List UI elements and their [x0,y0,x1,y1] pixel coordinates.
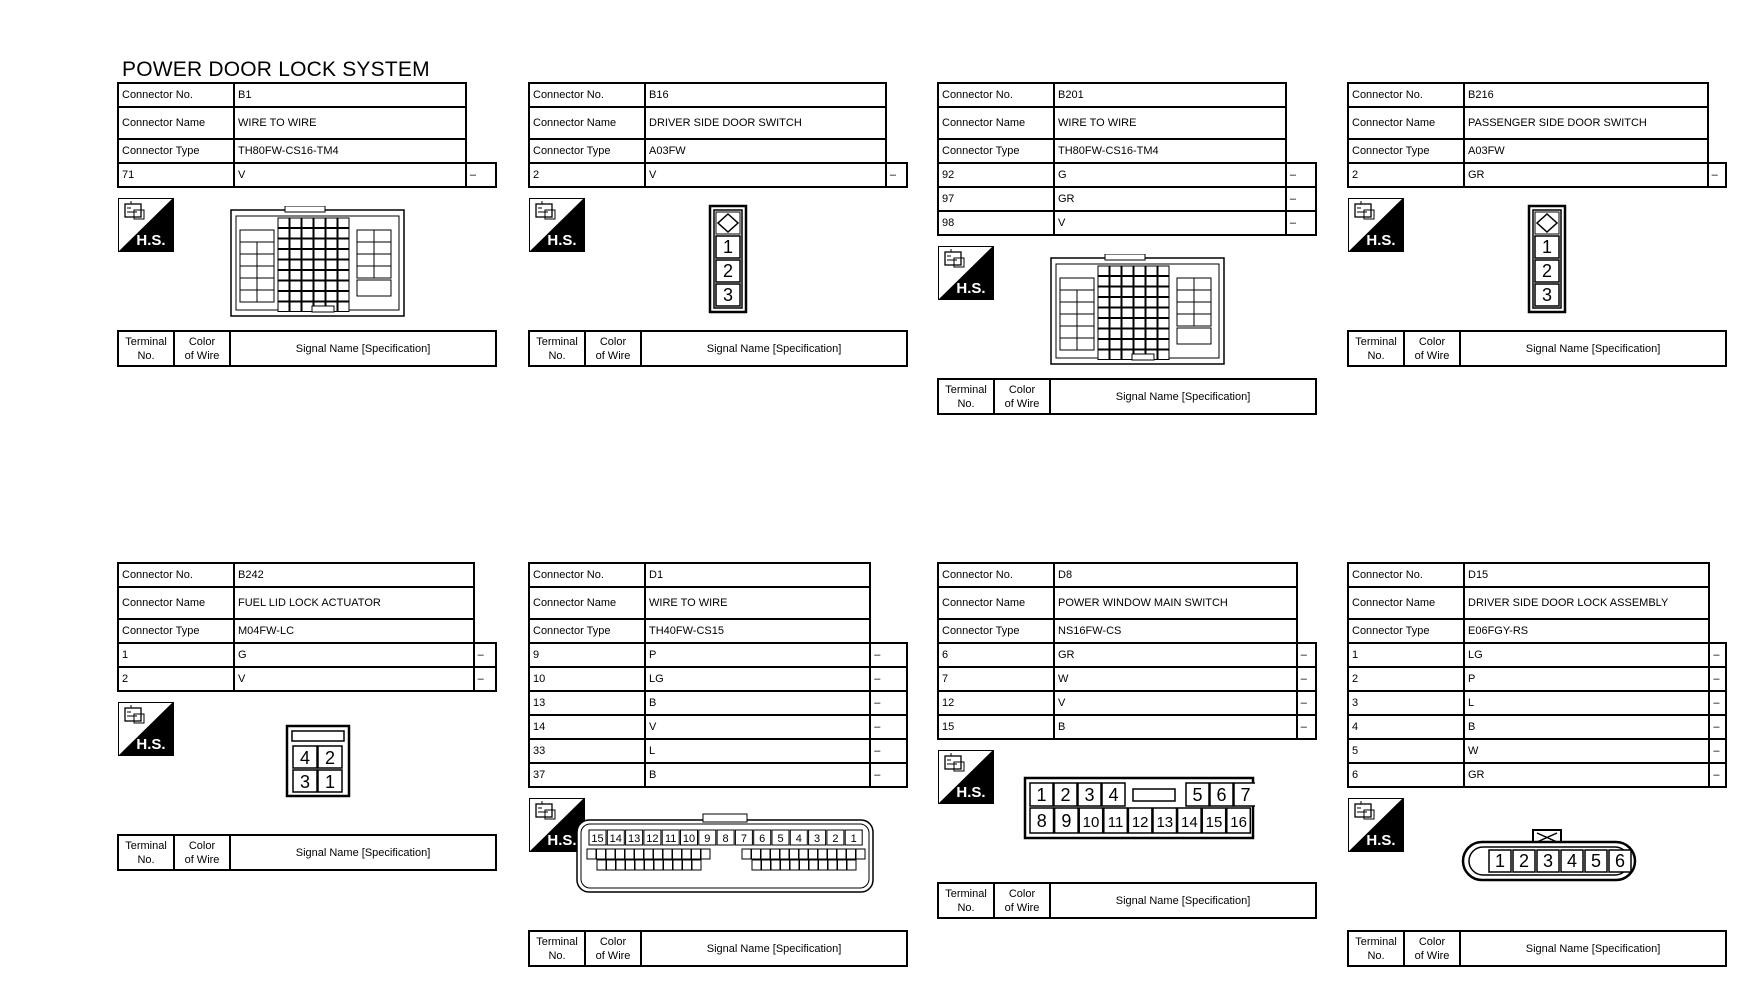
signal-name-cell: – [870,643,907,667]
color-of-wire-header: Color of Wire [585,931,641,966]
connector-no-value: D15 [1464,563,1709,587]
terminal-no-header: Terminal No. [529,331,585,366]
color-of-wire-header: Color of Wire [1404,331,1460,366]
connector-type-label: Connector Type [529,619,645,643]
connector-4pin-icon [285,724,351,798]
connector-name-value: POWER WINDOW MAIN SWITCH [1054,587,1297,619]
pin-number: 12 [1131,814,1149,831]
signal-name-cell: – [870,691,907,715]
table-row [529,691,907,715]
connector-panel-b242 [117,562,497,871]
signal-name-cell: – [1709,691,1726,715]
connector-40pin-icon [575,812,875,894]
signal-table [937,378,1317,415]
wire-color-cell: V [645,715,870,739]
hs-icon [118,198,174,252]
pin-number: 3 [722,285,734,305]
pin-number: 2 [832,833,839,845]
pin-number: 15 [1205,814,1223,831]
pin-number: 1 [850,833,857,845]
table-row [118,643,496,667]
pin-number: 4 [795,833,802,845]
connector-panel-d15 [1347,562,1727,967]
table-row [529,643,907,667]
connector-name-label: Connector Name [1348,107,1464,139]
connector-info-table [117,82,497,188]
pin-number: 1 [1494,851,1506,871]
connector-panel-d8 [937,562,1317,919]
pin-number: 5 [1192,785,1203,805]
pin-number: 7 [740,833,747,845]
svg-text:H.S.: H.S. [1366,832,1396,849]
pin-number: 14 [609,833,622,845]
pin-number: 2 [324,748,336,768]
connector-info-table [937,82,1317,236]
table-row [529,715,907,739]
connector-no-label: Connector No. [118,83,234,107]
wire-color-cell: LG [1464,643,1709,667]
wire-color-cell: W [1464,739,1709,763]
wire-color-cell: GR [1464,163,1708,187]
terminal-no-cell: 14 [529,715,645,739]
table-row [938,187,1316,211]
connector-name-label: Connector Name [118,587,234,619]
connector-type-value: NS16FW-CS [1054,619,1297,643]
pin-number: 2 [1518,851,1530,871]
signal-name-header: Signal Name [Specification] [641,931,907,966]
pin-number: 6 [1614,851,1626,871]
wire-color-cell: GR [1054,187,1286,211]
terminal-no-cell: 12 [938,691,1054,715]
svg-text:H.S.: H.S. [136,736,166,753]
pin-number: 3 [814,833,821,845]
pin-number: 4 [1108,785,1119,805]
connector-no-label: Connector No. [1348,563,1464,587]
signal-name-cell: – [886,163,907,187]
table-row [938,211,1316,235]
svg-text:H.S.: H.S. [547,832,577,849]
hs-icon [1348,198,1404,252]
connector-no-value: D1 [645,563,870,587]
terminal-no-cell: 2 [1348,163,1464,187]
pin-number: 1 [1541,237,1553,257]
pin-number: 3 [1542,851,1554,871]
signal-name-cell: – [1286,163,1316,187]
signal-name-header: Signal Name [Specification] [230,835,496,870]
terminal-no-cell: 2 [1348,667,1464,691]
connector-type-label: Connector Type [938,139,1054,163]
table-row [529,667,907,691]
terminal-no-cell: 9 [529,643,645,667]
signal-name-cell: – [1709,715,1726,739]
connector-no-label: Connector No. [938,83,1054,107]
signal-name-cell: – [474,667,496,691]
wire-color-cell: L [1464,691,1709,715]
connector-diagram [1347,188,1727,330]
table-row [938,667,1316,691]
hs-icon [118,702,174,756]
wire-color-cell: V [1054,211,1286,235]
hs-icon [938,750,994,804]
terminal-no-cell: 4 [1348,715,1464,739]
connector-6pin-icon [1461,828,1637,884]
connector-name-label: Connector Name [938,107,1054,139]
pin-number: 14 [1181,814,1198,831]
pin-number: 16 [1230,814,1247,831]
table-row [938,643,1316,667]
connector-no-value: D8 [1054,563,1297,587]
pin-number: 4 [1566,851,1578,871]
wire-color-cell: V [234,667,474,691]
terminal-no-header: Terminal No. [118,331,174,366]
connector-name-label: Connector Name [1348,587,1464,619]
connector-face [575,812,875,899]
signal-name-cell: – [1297,691,1316,715]
pin-number: 5 [777,833,784,845]
color-of-wire-header: Color of Wire [585,331,641,366]
terminal-no-cell: 33 [529,739,645,763]
wire-color-cell: B [645,691,870,715]
signal-name-cell: – [1286,187,1316,211]
connector-type-value: TH80FW-CS16-TM4 [1054,139,1286,163]
svg-text:H.S.: H.S. [547,232,577,249]
pin-number: 2 [1541,261,1553,281]
terminal-no-cell: 1 [1348,643,1464,667]
table-row [938,715,1316,739]
connector-diagram [528,188,908,330]
connector-type-label: Connector Type [118,619,234,643]
connector-type-value: TH40FW-CS15 [645,619,870,643]
terminal-no-cell: 6 [1348,763,1464,787]
terminal-no-cell: 7 [938,667,1054,691]
connector-info-table [528,82,908,188]
pin-number: 6 [759,833,766,845]
terminal-no-cell: 1 [118,643,234,667]
table-row [1348,715,1726,739]
wire-color-cell: GR [1054,643,1297,667]
connector-name-value: DRIVER SIDE DOOR LOCK ASSEMBLY [1464,587,1709,619]
signal-name-cell: – [870,739,907,763]
color-of-wire-header: Color of Wire [994,379,1050,414]
terminal-no-cell: 10 [529,667,645,691]
connector-type-value: TH80FW-CS16-TM4 [234,139,466,163]
color-of-wire-header: Color of Wire [174,331,230,366]
svg-text:H.S.: H.S. [1366,232,1396,249]
wire-color-cell: GR [1464,763,1709,787]
connector-face [230,206,405,323]
terminal-no-cell: 97 [938,187,1054,211]
connector-3pin-icon [708,204,748,314]
color-of-wire-header: Color of Wire [1404,931,1460,966]
pin-number: 9 [1061,811,1072,831]
signal-name-cell: – [1709,643,1726,667]
pin-number: 11 [664,833,677,845]
connector-type-label: Connector Type [529,139,645,163]
signal-name-header: Signal Name [Specification] [1460,331,1726,366]
pin-number: 11 [1107,814,1124,831]
terminal-no-cell: 92 [938,163,1054,187]
hs-icon [529,198,585,252]
connector-type-label: Connector Type [938,619,1054,643]
signal-name-cell: – [1297,667,1316,691]
wire-color-cell: LG [645,667,870,691]
pin-number: 13 [627,833,641,845]
connector-name-label: Connector Name [118,107,234,139]
svg-text:H.S.: H.S. [136,232,166,249]
connector-name-value: PASSENGER SIDE DOOR SWITCH [1464,107,1708,139]
table-row [529,763,907,787]
pin-number: 15 [591,833,604,845]
wire-color-cell: B [1054,715,1297,739]
pin-number: 7 [1240,785,1251,805]
table-row [938,691,1316,715]
pin-number: 1 [324,772,336,792]
signal-name-cell: – [870,715,907,739]
pin-number: 6 [1216,785,1227,805]
wire-color-cell: W [1054,667,1297,691]
hs-icon [1348,798,1404,852]
connector-diagram [937,740,1317,882]
signal-table [1347,330,1727,367]
connector-info-table [1347,82,1727,188]
pin-number: 13 [1156,814,1174,831]
pin-number: 1 [722,237,734,257]
connector-diagram [937,236,1317,378]
wire-color-cell: V [1054,691,1297,715]
wire-color-cell: P [1464,667,1709,691]
connector-face [285,724,351,803]
signal-name-cell: – [1297,715,1316,739]
signal-name-cell: – [1297,643,1316,667]
table-row [1348,163,1726,187]
signal-name-cell: – [870,667,907,691]
connector-name-value: WIRE TO WIRE [1054,107,1286,139]
connector-info-table [117,562,497,692]
signal-name-header: Signal Name [Specification] [1460,931,1726,966]
connector-face [1050,254,1225,371]
pin-number: 3 [1084,785,1095,805]
table-row [1348,739,1726,763]
signal-name-header: Signal Name [Specification] [641,331,907,366]
table-row [529,163,907,187]
wire-color-cell: L [645,739,870,763]
table-row [529,739,907,763]
connector-face [708,204,748,319]
connector-name-value: WIRE TO WIRE [645,587,870,619]
pin-number: 4 [299,748,311,768]
connector-type-value: A03FW [645,139,886,163]
table-row [118,667,496,691]
table-row [1348,691,1726,715]
connector-type-label: Connector Type [1348,139,1464,163]
pin-number: 1 [1036,785,1047,805]
connector-no-label: Connector No. [529,563,645,587]
wire-color-cell: P [645,643,870,667]
terminal-no-header: Terminal No. [118,835,174,870]
connector-16pin-icon [1023,776,1255,840]
connector-panel-d1 [528,562,908,967]
pin-number: 2 [1060,785,1071,805]
signal-name-header: Signal Name [Specification] [230,331,496,366]
connector-info-table [528,562,908,788]
connector-name-label: Connector Name [529,587,645,619]
signal-name-header: Signal Name [Specification] [1050,379,1316,414]
wire-color-cell: B [1464,715,1709,739]
signal-name-cell: – [1709,763,1726,787]
connector-face [1461,828,1637,889]
signal-name-cell: – [870,763,907,787]
connector-panel-b1 [117,82,497,367]
connector-diagram [117,692,497,834]
signal-table [528,930,908,967]
connector-face [1527,204,1567,319]
table-row [938,163,1316,187]
connector-diagram [1347,788,1727,930]
pin-number: 12 [646,833,659,845]
signal-table [528,330,908,367]
table-row [1348,643,1726,667]
connector-type-value: A03FW [1464,139,1708,163]
wire-color-cell: G [1054,163,1286,187]
svg-text:H.S.: H.S. [956,784,986,801]
terminal-no-cell: 15 [938,715,1054,739]
wire-color-cell: V [645,163,886,187]
signal-table [117,834,497,871]
connector-no-label: Connector No. [1348,83,1464,107]
connector-no-label: Connector No. [529,83,645,107]
connector-type-value: E06FGY-RS [1464,619,1709,643]
signal-name-cell: – [1286,211,1316,235]
connector-type-label: Connector Type [1348,619,1464,643]
pin-number: 8 [722,833,729,845]
connector-name-value: WIRE TO WIRE [234,107,466,139]
terminal-no-cell: 2 [529,163,645,187]
signal-name-cell: – [1709,667,1726,691]
table-row [118,163,496,187]
terminal-no-cell: 98 [938,211,1054,235]
connector-no-value: B1 [234,83,466,107]
terminal-no-cell: 5 [1348,739,1464,763]
connector-name-value: DRIVER SIDE DOOR SWITCH [645,107,886,139]
connector-80pin-icon [1050,254,1225,366]
signal-name-header: Signal Name [Specification] [1050,883,1316,918]
terminal-no-cell: 37 [529,763,645,787]
pin-number: 5 [1590,851,1602,871]
connector-no-label: Connector No. [938,563,1054,587]
signal-name-cell: – [1708,163,1726,187]
connector-80pin-icon [230,206,405,318]
pin-number: 3 [1541,285,1553,305]
connector-type-label: Connector Type [118,139,234,163]
terminal-no-header: Terminal No. [529,931,585,966]
terminal-no-cell: 6 [938,643,1054,667]
terminal-no-header: Terminal No. [1348,931,1404,966]
connector-no-value: B16 [645,83,886,107]
color-of-wire-header: Color of Wire [174,835,230,870]
signal-table [937,882,1317,919]
pin-number: 10 [682,833,696,845]
connector-panel-b16 [528,82,908,367]
page-title: POWER DOOR LOCK SYSTEM [122,58,430,81]
signal-name-cell: – [1709,739,1726,763]
connector-name-label: Connector Name [529,107,645,139]
connector-diagram [117,188,497,330]
connector-name-label: Connector Name [938,587,1054,619]
hs-icon [938,246,994,300]
pin-number: 8 [1036,811,1047,831]
terminal-no-header: Terminal No. [938,379,994,414]
terminal-no-header: Terminal No. [938,883,994,918]
connector-no-label: Connector No. [118,563,234,587]
connector-panel-b216 [1347,82,1727,367]
connector-3pin-icon [1527,204,1567,314]
connector-no-value: B242 [234,563,474,587]
wire-color-cell: B [645,763,870,787]
pin-number: 3 [299,772,311,792]
pin-number: 9 [704,833,711,845]
table-row [1348,667,1726,691]
terminal-no-cell: 3 [1348,691,1464,715]
signal-name-cell: – [466,163,496,187]
pin-number: 10 [1082,814,1100,831]
connector-info-table [937,562,1317,740]
terminal-no-cell: 13 [529,691,645,715]
wire-color-cell: G [234,643,474,667]
terminal-no-cell: 71 [118,163,234,187]
connector-no-value: B216 [1464,83,1708,107]
connector-face [1023,776,1255,845]
wire-color-cell: V [234,163,466,187]
connector-name-value: FUEL LID LOCK ACTUATOR [234,587,474,619]
connector-type-value: M04FW-LC [234,619,474,643]
signal-table [1347,930,1727,967]
connector-panel-b201 [937,82,1317,415]
table-row [1348,763,1726,787]
connector-no-value: B201 [1054,83,1286,107]
connector-diagram [528,788,908,930]
terminal-no-header: Terminal No. [1348,331,1404,366]
connector-info-table [1347,562,1727,788]
signal-table [117,330,497,367]
pin-number: 2 [722,261,734,281]
signal-name-cell: – [474,643,496,667]
color-of-wire-header: Color of Wire [994,883,1050,918]
svg-text:H.S.: H.S. [956,280,986,297]
terminal-no-cell: 2 [118,667,234,691]
